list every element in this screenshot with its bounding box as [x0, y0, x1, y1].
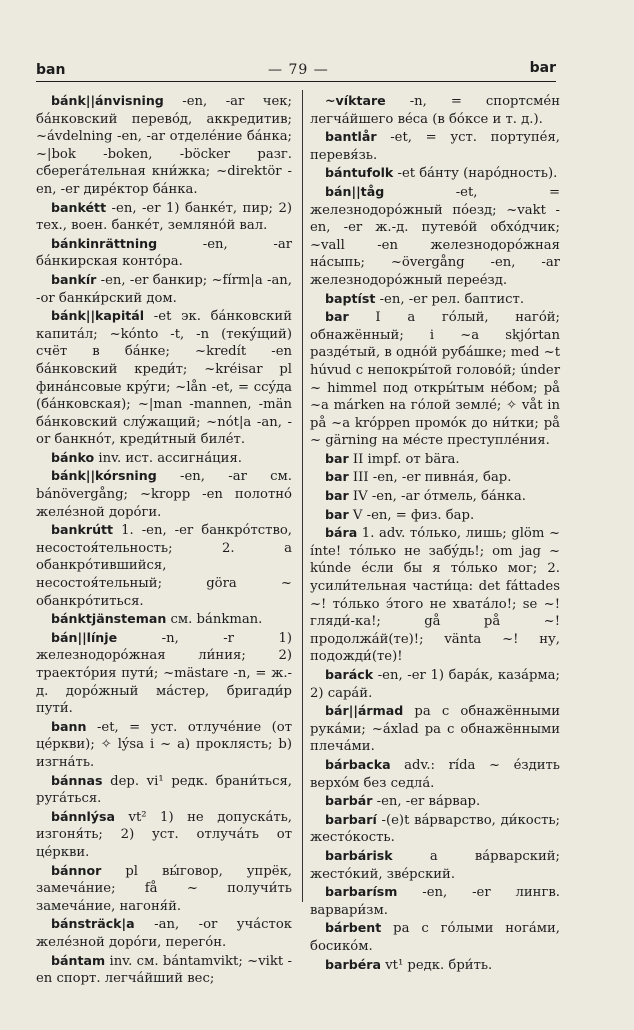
- dictionary-entry: [310, 164, 560, 183]
- entry-definition: V -en, = физ. бар.: [348, 507, 475, 523]
- dictionary-entry: [36, 271, 292, 307]
- dictionary-entry: [36, 629, 292, 718]
- entry-headword: bánnlýsa: [51, 808, 115, 824]
- dictionary-entry: [36, 307, 292, 449]
- entry-headword: bar: [325, 469, 349, 485]
- entry-definition: -en, -er рел. баптист.: [375, 291, 525, 307]
- dictionary-entry: [36, 92, 292, 199]
- entry-definition: -en, -ar бáнкирская контóра.: [36, 236, 292, 270]
- entry-definition: -n, = спортсмéн легчáйшего вéса (в бóксе и т. д.).: [310, 94, 560, 127]
- dictionary-entry: [36, 772, 292, 808]
- dictionary-entry: [310, 919, 560, 955]
- entry-definition: IV -en, -ar óтмель, бáнка.: [348, 489, 526, 505]
- entry-definition: a вáрварский; жестóкий, звéрский.: [310, 848, 560, 882]
- left-running-head: ban: [36, 62, 66, 78]
- right-column: [310, 92, 560, 974]
- entry-headword: barbár: [325, 793, 373, 809]
- dictionary-entry: [310, 290, 560, 309]
- entry-definition: -en, -er 1) барáк, казáрма; 2) сарáй.: [310, 668, 560, 701]
- entry-headword: bar: [325, 309, 349, 325]
- entry-definition: III -en, -er пивнáя, бар.: [348, 470, 512, 486]
- entry-headword: barbéra: [325, 956, 381, 972]
- entry-headword: ~víktare: [325, 93, 386, 108]
- entry-definition: inv. ист. ассигнáция.: [94, 450, 242, 466]
- entry-headword: bar: [325, 450, 349, 466]
- entry-definition: I a гóлый, нагóй; обнажённый; i ~a skjórtan раздéтый, в однóй рубáшке; med ~t húvud с непокры́той головóй; únder ~ himmel под откры́тым нéбом; på ~a márken на гóлой землé; ✧ våt in på ~a króppen промóк до ни́тки; på ~ gärning на мéсте преступлéния.: [310, 310, 561, 449]
- entry-headword: bánk||kapitál: [51, 308, 145, 324]
- entry-definition: -en, -er лингв. варвари́зм.: [310, 885, 560, 918]
- dictionary-entry: [310, 756, 560, 792]
- entry-headword: barbarísm: [325, 884, 398, 900]
- entry-headword: bán||línje: [51, 629, 118, 645]
- entry-headword: baráck: [325, 667, 374, 682]
- entry-headword: bántufolk: [325, 165, 394, 181]
- entry-headword: bankrútt: [51, 522, 114, 538]
- entry-definition: -en, -er 1) банкéт, пир; 2) тех., воен. банкéт, земляно́й вал.: [36, 200, 292, 234]
- entry-headword: baptíst: [325, 290, 376, 306]
- entry-headword: bantlår: [325, 129, 377, 145]
- entry-definition: -et, = уст. портупéя, перевя́зь.: [310, 130, 560, 163]
- entry-headword: bankír: [51, 271, 97, 287]
- dictionary-entry: [310, 92, 560, 128]
- entry-headword: bánk||ánvisning: [51, 93, 164, 108]
- entry-definition: -en, -ar см. bánövergång; ~kropp -en полотнó желéзной дорóги.: [36, 469, 292, 520]
- entry-definition: II impf. от bära.: [348, 451, 460, 467]
- dictionary-entry: [36, 449, 292, 468]
- dictionary-entry: [36, 915, 292, 951]
- dictionary-entry: [310, 811, 560, 847]
- entry-definition: dep. vi¹ редк. брани́ться, ругáться.: [36, 773, 292, 807]
- entry-headword: bánnas: [51, 772, 103, 788]
- entry-definition: -et, = железнодорóжный пóезд; ~vakt -en, -er ж.-д. путевóй обхóдчик; ~vall -en железнодорóжная нáсыпь; ~övergång -en, -ar железнодорóжный переéзд.: [310, 184, 560, 288]
- entry-definition: adv.: rída ~ éздить верхóм без седлá.: [310, 757, 560, 791]
- entry-definition: -en, -er вáрвар.: [372, 794, 481, 810]
- entry-headword: bánsträck|a: [51, 916, 135, 932]
- page-number: — 79 —: [268, 62, 329, 78]
- entry-definition: -en, -er банкир; ~fírm|a -an, -or банки́рский дом.: [36, 272, 292, 306]
- entry-headword: barbarí: [325, 811, 377, 827]
- entry-headword: bánkinrättning: [51, 235, 158, 251]
- dictionary-entry: [310, 956, 560, 975]
- entry-headword: bann: [51, 718, 87, 734]
- dictionary-entry: [310, 883, 560, 919]
- dictionary-entry: [310, 450, 560, 469]
- dictionary-entry: [36, 952, 292, 988]
- dictionary-entry: [310, 666, 560, 702]
- dictionary-entry: [310, 468, 560, 487]
- dictionary-entry: [310, 128, 560, 164]
- entry-definition: -et бáнту (нарóдность).: [393, 166, 558, 182]
- entry-definition: 1. -en, -er банкрóтство, несостоя́тельность; 2. a обанкрóтившийся, несостоя́тельный; göra ~ обанкрóтиться.: [36, 523, 292, 609]
- dictionary-entry: [310, 702, 560, 756]
- entry-definition: -et, = уст. отлучéние (от цéркви); ✧ lýsa i ~ а) проклясть; b) изгнáть.: [36, 719, 292, 770]
- dictionary-entry: [36, 718, 292, 772]
- entry-headword: bárbent: [325, 920, 382, 936]
- dictionary-entry: [36, 808, 292, 862]
- entry-headword: bánktjänsteman: [51, 611, 167, 627]
- entry-headword: bántam: [51, 952, 106, 968]
- entry-definition: -en, -ar чек; бáнковский перевóд, аккредитив; ~ávdelning -en, -ar отделéние бáнка; ~|bok -boken, -böcker разг. сберегáтельная кни́жка; ~direktör -en, -er дирéктор бáнка.: [36, 94, 292, 197]
- dictionary-entry: [310, 183, 560, 290]
- dictionary-entry: [310, 792, 560, 811]
- dictionary-entry: [310, 487, 560, 506]
- entry-definition: см. bánkman.: [166, 612, 263, 628]
- entry-headword: bankétt: [51, 199, 107, 215]
- entry-definition: vt¹ редк. бри́ть.: [381, 957, 493, 973]
- entry-headword: bárbacka: [325, 756, 391, 772]
- entry-headword: bár||ármad: [325, 703, 404, 719]
- entry-headword: bán||tåg: [325, 183, 385, 199]
- dictionary-entry: [36, 610, 292, 629]
- entry-definition: -(e)t вáрварство, ди́кость; жестóкость.: [310, 812, 560, 846]
- entry-definition: -et эк. бáнковский капитáл; ~kónto -t, -n (текýщий) счёт в бáнке; ~kredít -en бáнковский креди́т; ~kréisar pl финáнсовые крýги; ~lån -et, = ссýда (бáнковская); ~|man -mannen, -män бáнковский слýжащий; ~nót|a -an, -or банкнóт, креди́тный билéт.: [36, 309, 292, 448]
- entry-headword: bar: [325, 506, 349, 522]
- left-column: [36, 92, 292, 988]
- column-divider: [302, 90, 303, 902]
- entry-definition: pa с гóлыми ногáми, босикóм.: [310, 921, 560, 954]
- entry-definition: 1. adv. тóлько, лишь; glöm ~ ínte! тóлько не забýдь!; om jag ~ kúnde éсли бы я тóлько мог; 2. усили́тельная части́ца: det fáttades ~! тóлько э́того не хватáло!; se ~! гляди́-ка!; gå på ~! продолжáй(те)!; vänta ~! ну, подожди́(те)!: [310, 526, 560, 665]
- entry-definition: inv. см. bántamvikt; ~vikt -en спорт. легчáйший вес;: [36, 953, 292, 987]
- dictionary-entry: [310, 506, 560, 525]
- header-rule: [36, 81, 556, 82]
- entry-definition: -an, -or учáсток желéзной дорóги, перегóн.: [36, 917, 292, 950]
- entry-definition: pl вы́говор, упрёк, замечáние; få ~ получи́ть замечáние, нагоня́й.: [36, 863, 292, 914]
- entry-headword: bánnor: [51, 862, 102, 878]
- entry-headword: bar: [325, 488, 349, 504]
- entry-headword: bánko: [51, 449, 95, 465]
- entry-headword: bánk||kórsning: [51, 468, 157, 484]
- entry-headword: barbárisk: [325, 847, 393, 863]
- dictionary-entry: [36, 467, 292, 521]
- entry-definition: pa с обнажёнными рукáми; ~áxlad pa с обнажёнными плечáми.: [310, 704, 560, 755]
- dictionary-entry: [310, 524, 560, 666]
- dictionary-entry: [310, 308, 560, 450]
- dictionary-entry: [36, 862, 292, 916]
- dictionary-entry: [310, 847, 560, 883]
- page-header: [36, 60, 556, 82]
- entry-headword: bára: [325, 525, 358, 541]
- right-running-head: bar: [529, 60, 556, 76]
- dictionary-entry: [36, 199, 292, 235]
- entry-definition: -n, -r 1) железнодорóжная ли́ния; 2) траектóрия пути́; ~mästare -n, = ж.-д. дорóжный мáстер, бригади́р пути́.: [36, 630, 292, 717]
- dictionary-entry: [36, 521, 292, 610]
- entry-definition: vt² 1) не допускáть, изгоня́ть; 2) уст. отлучáть от цéркви.: [36, 809, 292, 860]
- dictionary-entry: [36, 235, 292, 271]
